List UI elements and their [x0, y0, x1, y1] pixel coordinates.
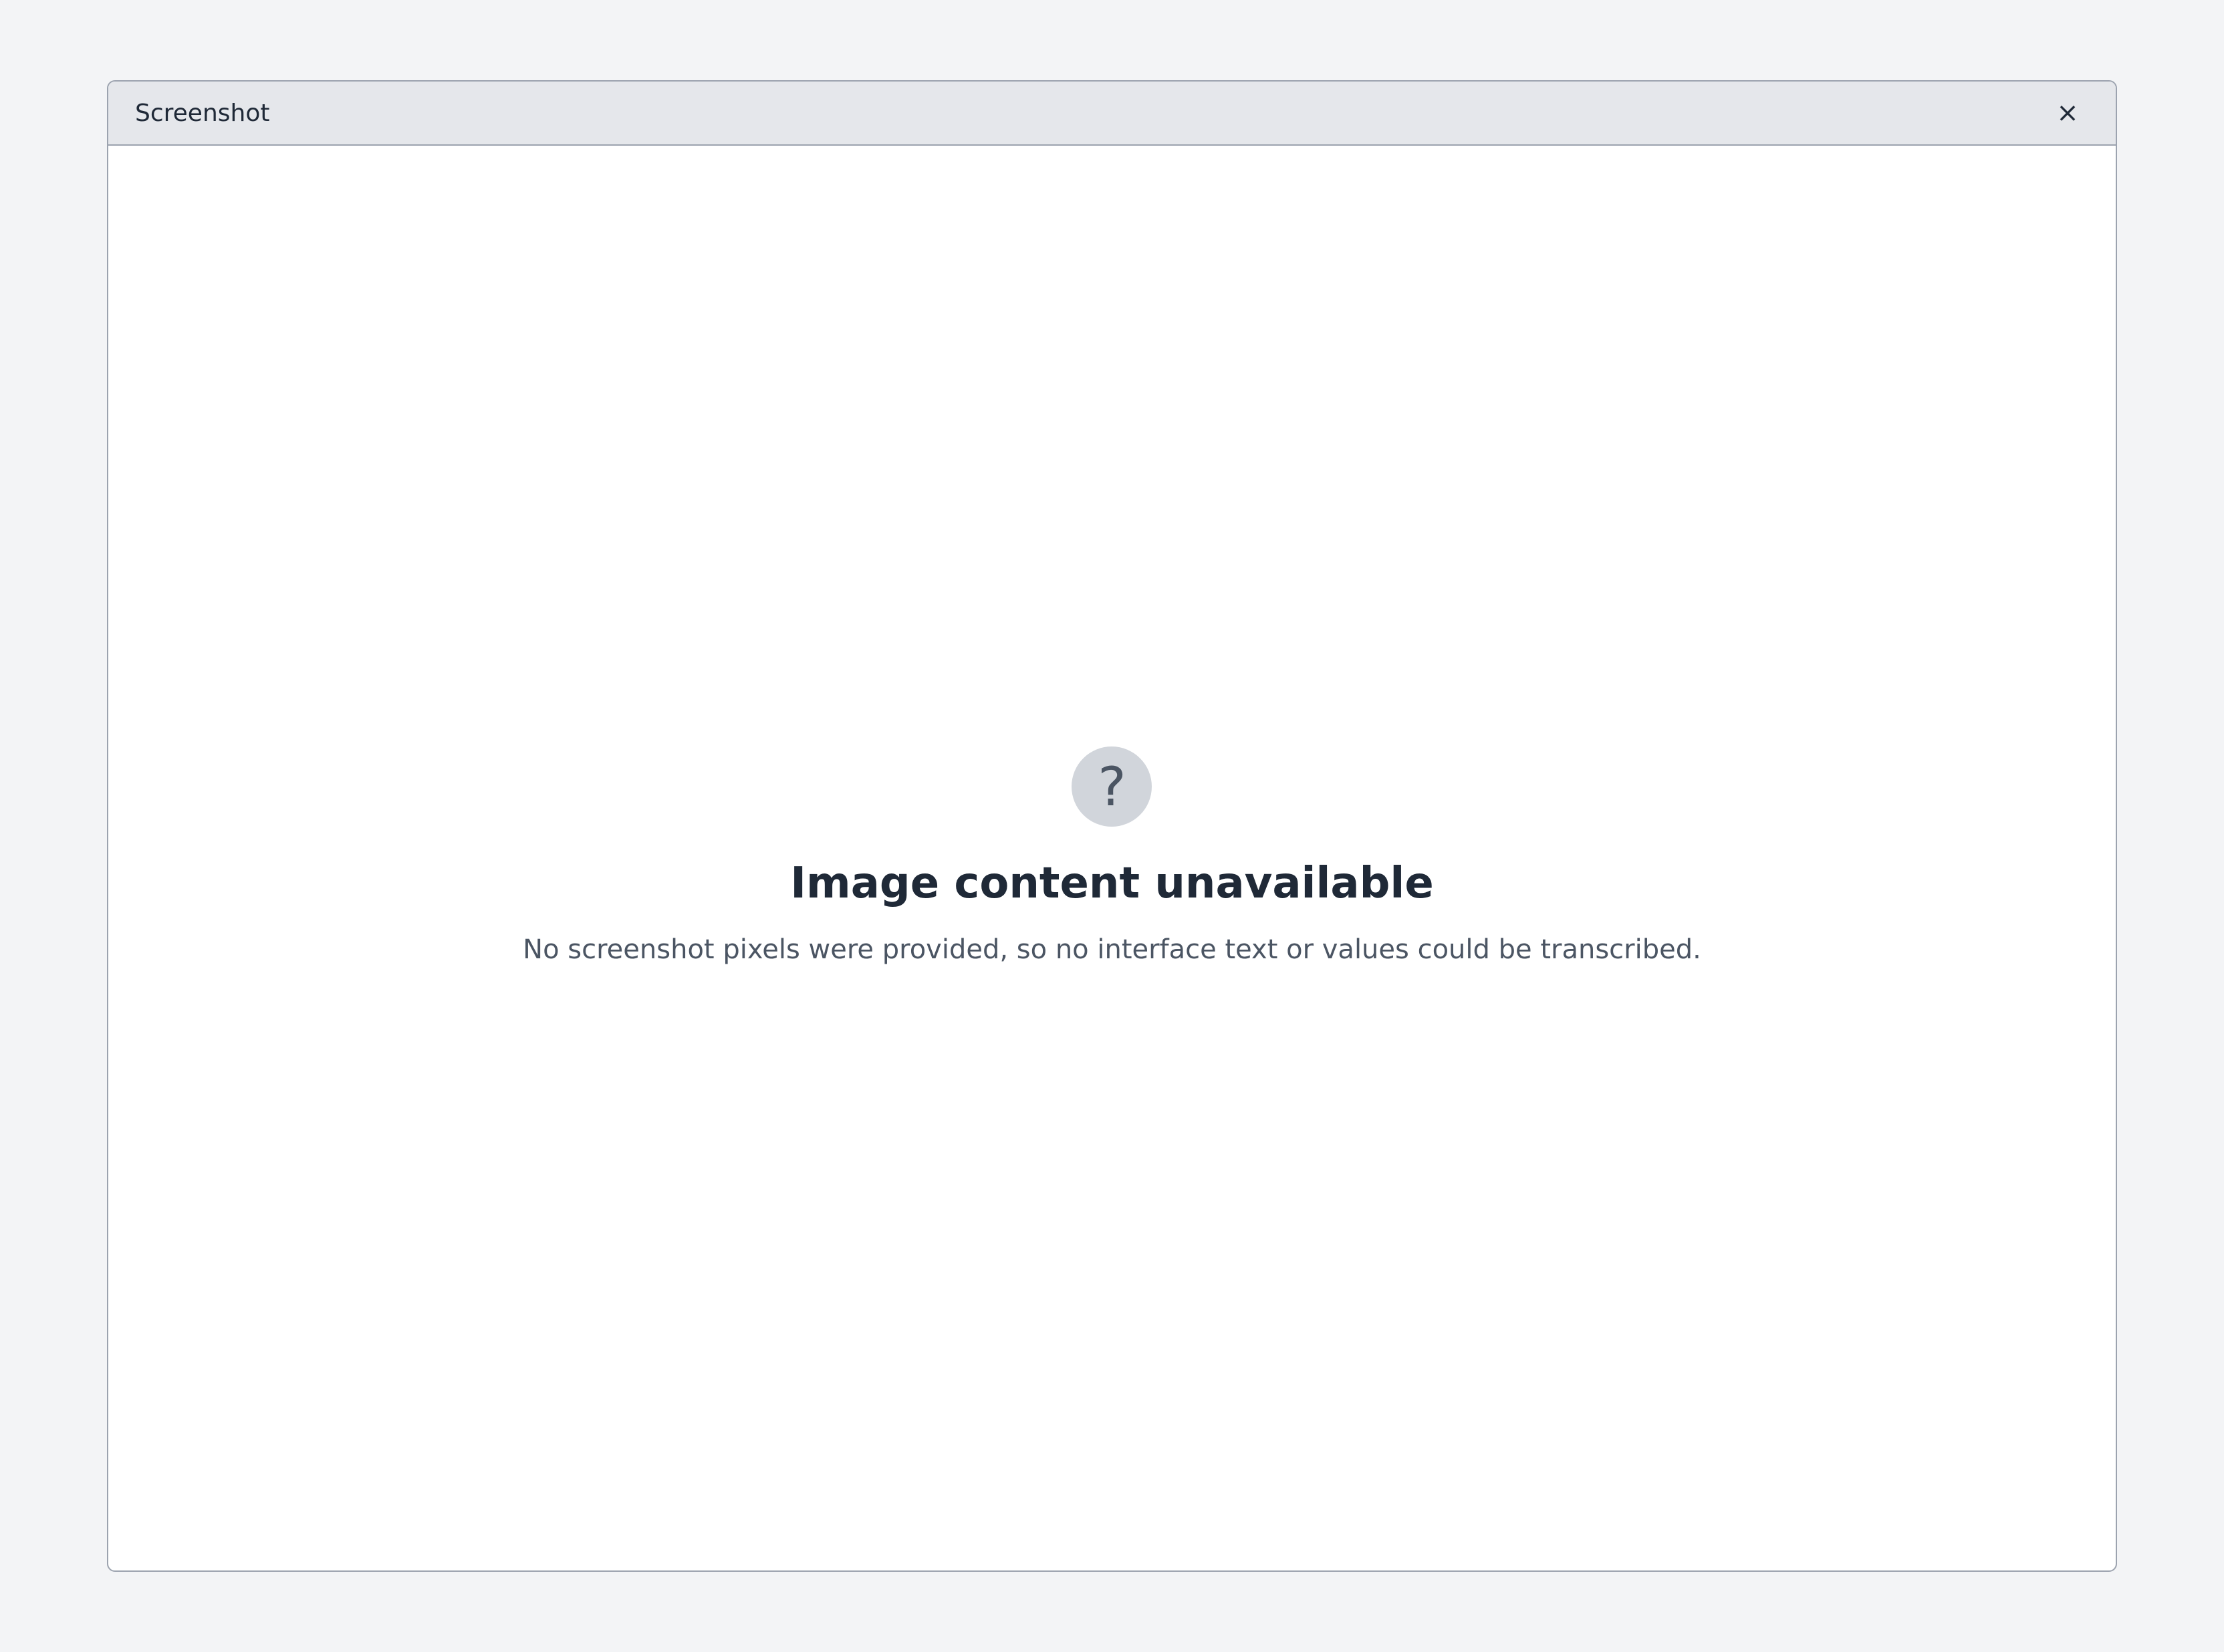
close-icon[interactable]: ×: [2056, 98, 2079, 128]
title-bar: [108, 82, 2116, 146]
question-icon: ?: [1072, 746, 1152, 827]
window-title: Screenshot: [135, 99, 270, 127]
content-area: [108, 146, 2116, 1570]
notice-heading: Image content unavailable: [790, 859, 1434, 908]
notice-body: No screenshot pixels were provided, so no interface text or values could be transcribed.: [523, 934, 1701, 965]
app-window: [107, 80, 2117, 1572]
placeholder-notice: [523, 746, 1701, 970]
